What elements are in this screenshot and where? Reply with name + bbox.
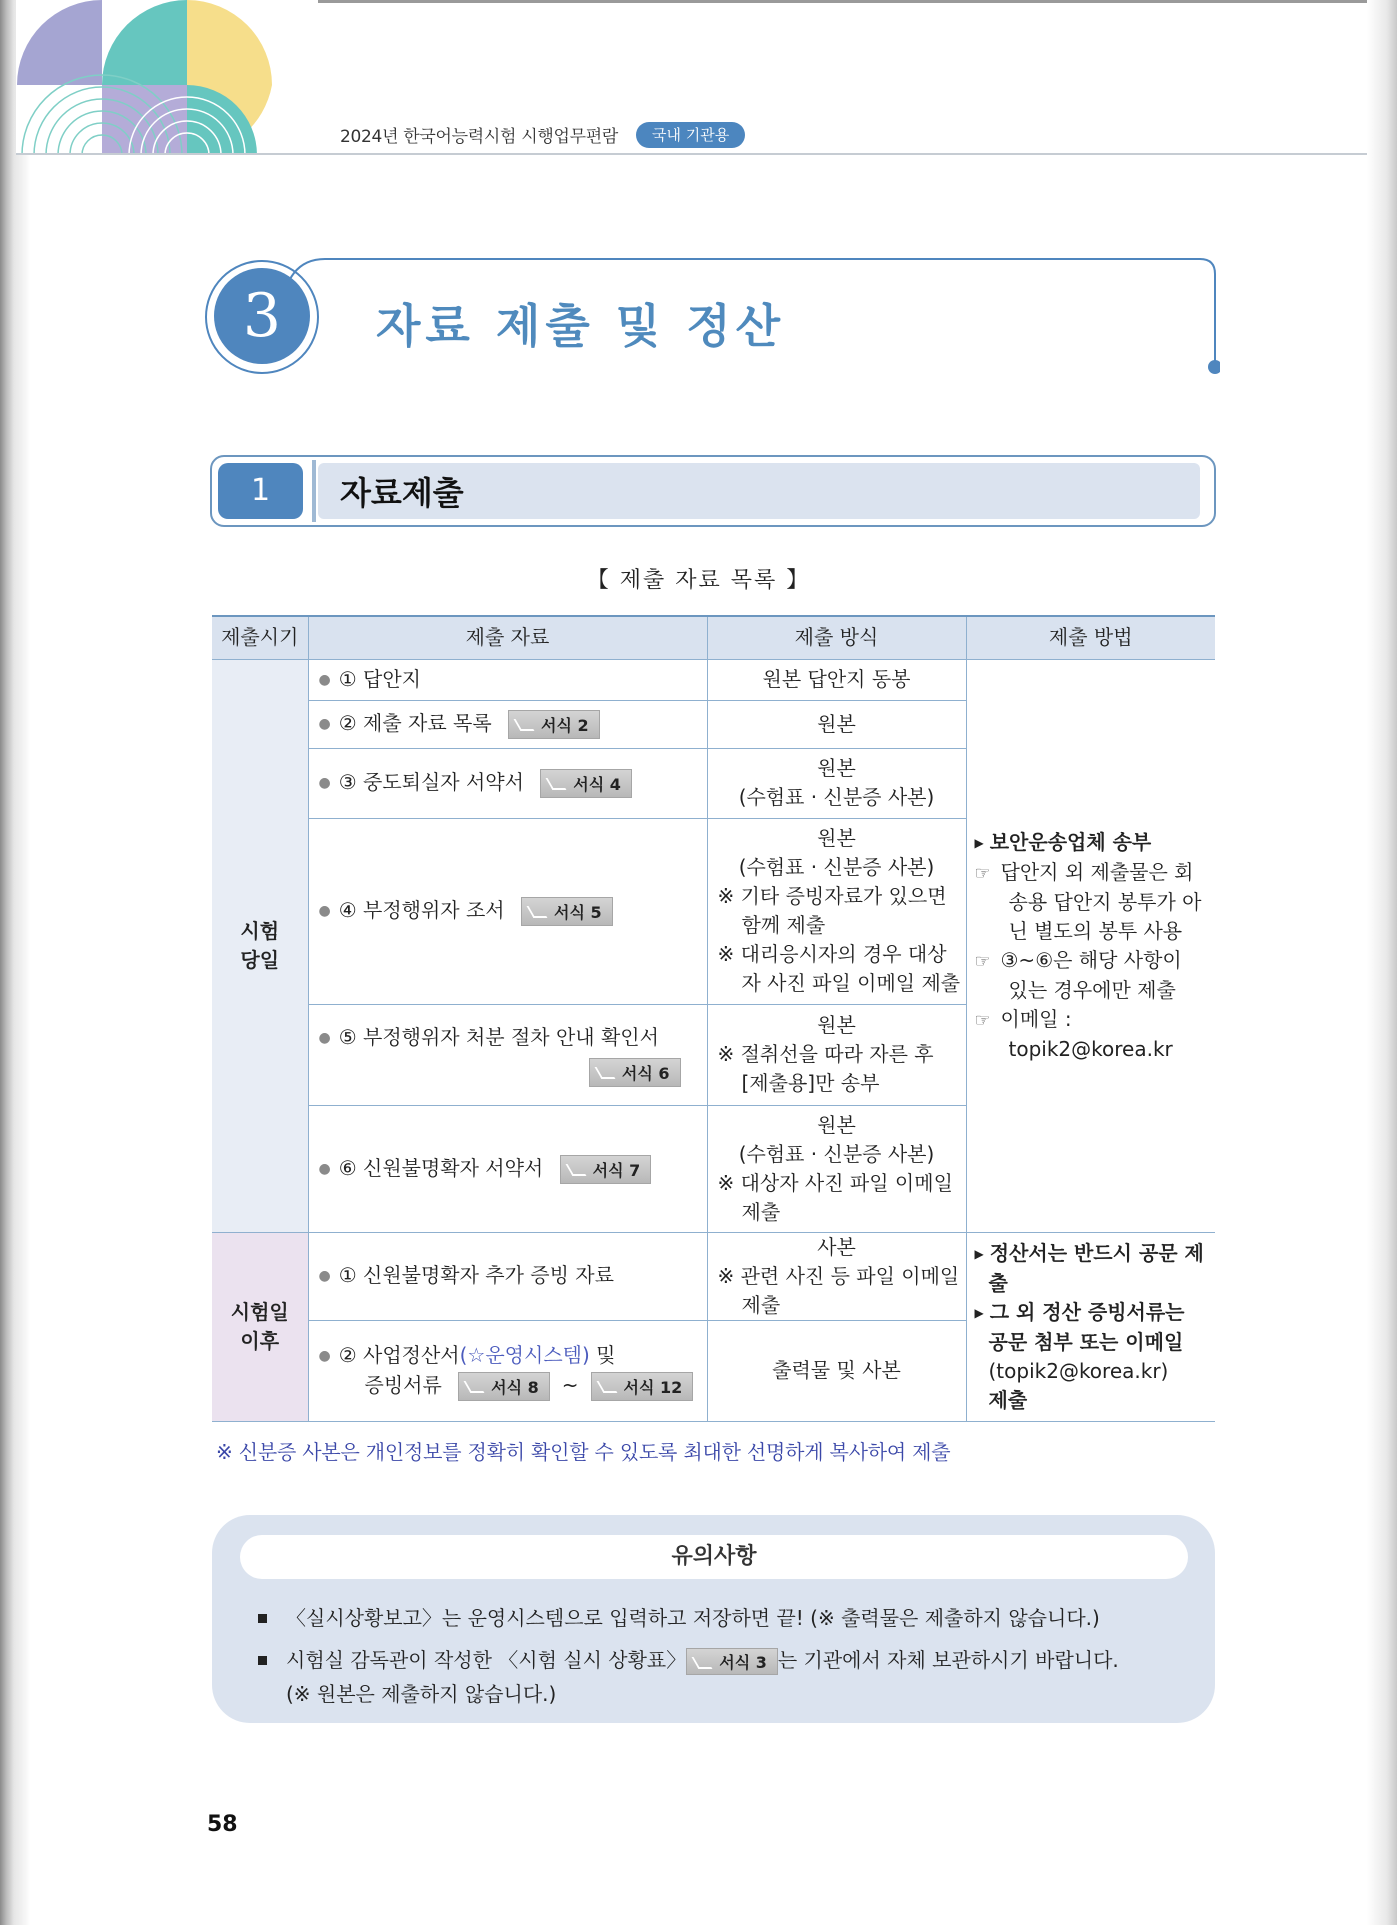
page-right-edge bbox=[1367, 0, 1397, 1925]
fold-icon bbox=[527, 906, 548, 918]
bullet-icon: ● bbox=[318, 1029, 331, 1046]
column-header: 제출시기 bbox=[212, 616, 308, 659]
page-left-edge bbox=[0, 0, 30, 1925]
item-cell bbox=[308, 748, 707, 818]
triangle-bullet-icon: ▶ bbox=[974, 1305, 984, 1320]
method-cell bbox=[707, 659, 966, 700]
square-bullet-icon bbox=[258, 1656, 267, 1665]
how-tail: 제출 bbox=[988, 1387, 1028, 1412]
how-item: ☞ ③~⑥은 해당 사항이 있는 경우에만 제출 bbox=[974, 947, 1182, 1002]
square-bullet-icon bbox=[258, 1614, 267, 1623]
table-row bbox=[212, 1232, 1215, 1320]
form-tag: 서식 5 bbox=[521, 897, 613, 926]
item-cell bbox=[308, 1004, 707, 1105]
method-cell bbox=[707, 818, 966, 1004]
item-cell bbox=[308, 700, 707, 748]
item-name: 답안지 bbox=[363, 666, 421, 691]
bullet-icon: ● bbox=[318, 671, 331, 688]
form-tag: 서식 2 bbox=[508, 710, 600, 739]
how-cell-after-exam bbox=[966, 1232, 1215, 1421]
item-name: 제출 자료 목록 bbox=[363, 711, 492, 735]
method-text: 원본 bbox=[817, 756, 856, 780]
bullet-icon: ● bbox=[318, 903, 331, 919]
fold-icon bbox=[565, 1164, 586, 1176]
method-text: 원본 bbox=[817, 1112, 856, 1137]
item-cell bbox=[308, 818, 707, 1004]
chapter-number: 3 bbox=[214, 268, 310, 364]
bullet-icon: ● bbox=[318, 1347, 331, 1364]
column-header: 제출 방식 bbox=[707, 616, 966, 659]
method-note: ※ 관련 사진 등 파일 이메일 제출 bbox=[717, 1263, 960, 1317]
how-cell-exam-day bbox=[966, 659, 1215, 1232]
item-name: 부정행위자 처분 절차 안내 확인서 bbox=[363, 1024, 659, 1049]
method-cell bbox=[707, 1105, 966, 1232]
time-label: 당일 bbox=[240, 947, 280, 972]
item-cell bbox=[308, 1232, 707, 1320]
method-cell bbox=[707, 1232, 966, 1320]
method-text: 원본 bbox=[817, 826, 856, 850]
item-number: ④ bbox=[338, 898, 357, 922]
form-tag: 서식 8 bbox=[458, 1372, 550, 1401]
submission-table bbox=[212, 615, 1215, 1422]
bullet-icon: ● bbox=[318, 716, 331, 732]
form-tag: 서식 3 bbox=[686, 1648, 778, 1675]
table-footnote: ※ 신분증 사본은 개인정보를 정확히 확인할 수 있도록 최대한 선명하게 복사하여 제출 bbox=[216, 1440, 951, 1464]
section-title: 자료제출 bbox=[340, 474, 464, 512]
header-title: 2024년 한국어능력시험 시행업무편람 bbox=[340, 127, 618, 147]
method-note: ※ 대리응시자의 경우 대상자 사진 파일 이메일 제출 bbox=[717, 942, 961, 995]
section-divider bbox=[312, 460, 316, 522]
method-cell bbox=[707, 748, 966, 818]
item-number: ② bbox=[338, 1342, 357, 1367]
triangle-bullet-icon: ▶ bbox=[974, 835, 984, 850]
fold-icon bbox=[514, 719, 535, 731]
table-row bbox=[212, 659, 1215, 700]
table-header-row bbox=[212, 616, 1215, 659]
method-text: 원본 bbox=[817, 1013, 856, 1037]
operation-system-link[interactable]: (☆운영시스템) bbox=[459, 1342, 590, 1367]
fold-icon bbox=[596, 1381, 617, 1393]
header-badge: 국내 기관용 bbox=[636, 122, 745, 148]
method-text: 원본 bbox=[817, 711, 856, 736]
bullet-icon: ● bbox=[318, 775, 331, 791]
email-address[interactable]: topik2@korea.kr bbox=[1008, 1036, 1173, 1061]
item-name: 증빙서류 bbox=[364, 1372, 442, 1397]
method-text: (수험표 · 신분증 사본) bbox=[738, 855, 935, 879]
time-cell-after-exam bbox=[212, 1232, 308, 1421]
fold-icon bbox=[594, 1067, 615, 1079]
item-number: ③ bbox=[338, 770, 357, 794]
how-heading: ▶ 정산서는 반드시 공문 제출 bbox=[974, 1240, 1204, 1295]
item-number: ⑤ bbox=[338, 1024, 357, 1049]
item-number: ⑥ bbox=[338, 1155, 357, 1180]
method-text: 원본 답안지 동봉 bbox=[762, 667, 911, 691]
item-cell bbox=[308, 659, 707, 700]
form-tag: 서식 12 bbox=[591, 1372, 694, 1401]
triangle-bullet-icon: ▶ bbox=[974, 1246, 984, 1261]
item-cell bbox=[308, 1105, 707, 1232]
item-cell bbox=[308, 1320, 707, 1421]
method-text: 사본 bbox=[817, 1234, 856, 1259]
time-label: 이후 bbox=[240, 1328, 280, 1353]
item-number: ② bbox=[338, 711, 357, 735]
method-note: ※ 대상자 사진 파일 이메일 제출 bbox=[717, 1170, 953, 1224]
header-decoration-graphic bbox=[16, 0, 318, 155]
fold-icon bbox=[464, 1381, 485, 1393]
item-name: 중도퇴실자 서약서 bbox=[363, 770, 524, 794]
range-tilde: ~ bbox=[561, 1372, 579, 1397]
time-cell-exam-day bbox=[212, 659, 308, 1232]
notice-list bbox=[258, 1597, 1198, 1715]
method-cell bbox=[707, 1004, 966, 1105]
page-number: 58 bbox=[207, 1812, 238, 1837]
method-text: 출력물 및 사본 bbox=[772, 1358, 901, 1382]
method-text: (수험표 · 신분증 사본) bbox=[738, 785, 935, 809]
item-number: ① bbox=[338, 666, 357, 691]
item-name: 및 bbox=[596, 1342, 616, 1367]
section-number: 1 bbox=[218, 463, 303, 519]
bullet-icon: ● bbox=[318, 1160, 331, 1177]
form-tag: 서식 6 bbox=[589, 1058, 681, 1087]
form-tag: 서식 4 bbox=[540, 769, 632, 798]
method-cell bbox=[707, 700, 966, 748]
table-caption: 【 제출 자료 목록 】 bbox=[586, 568, 811, 593]
notice-title: 유의사항 bbox=[240, 1535, 1188, 1579]
how-item: ☞ 이메일 : bbox=[975, 1005, 1208, 1035]
how-item: ☞ 답안지 외 제출물은 회송용 답안지 봉투가 아닌 별도의 봉투 사용 bbox=[974, 859, 1202, 943]
fold-icon bbox=[546, 778, 567, 790]
item-name: 부정행위자 조서 bbox=[363, 898, 505, 922]
method-text: (수험표 · 신분증 사본) bbox=[738, 1141, 935, 1166]
method-note: ※ 기타 증빙자료가 있으면 함께 제출 bbox=[717, 884, 947, 937]
notice-item: 시험실 감독관이 작성한 〈시험 실시 상황표〉 서식 3 는 기관에서 자체 보관하시기 바랍니다. (※ 원본은 제출하지 않습니다.) bbox=[258, 1639, 1198, 1715]
method-note: ※ 절취선을 따라 자른 후 [제출용]만 송부 bbox=[717, 1042, 934, 1095]
chapter-title: 자료 제출 및 정산 bbox=[376, 299, 786, 353]
time-label: 시험일 bbox=[230, 1299, 289, 1324]
email-address[interactable]: (topik2@korea.kr) bbox=[988, 1358, 1169, 1383]
fold-icon bbox=[692, 1657, 713, 1669]
pointing-hand-icon: ☞ bbox=[974, 1009, 991, 1031]
column-header: 제출 방법 bbox=[966, 616, 1215, 659]
item-name: 신원불명확자 추가 증빙 자료 bbox=[363, 1263, 614, 1287]
bullet-icon: ● bbox=[318, 1268, 331, 1284]
form-tag: 서식 7 bbox=[560, 1155, 652, 1184]
column-header: 제출 자료 bbox=[308, 616, 707, 659]
notice-item: 〈실시상황보고〉는 운영시스템으로 입력하고 저장하면 끝! (※ 출력물은 제출하지 않습니다.) bbox=[258, 1597, 1198, 1639]
how-heading: ▶ 보안운송업체 송부 bbox=[974, 829, 1152, 854]
pointing-hand-icon: ☞ bbox=[974, 950, 991, 972]
method-cell bbox=[707, 1320, 966, 1421]
header-rule bbox=[16, 153, 1367, 155]
item-name: 신원불명확자 서약서 bbox=[363, 1155, 544, 1180]
time-label: 시험 bbox=[240, 918, 280, 943]
pointing-hand-icon: ☞ bbox=[974, 862, 991, 884]
item-name: 사업정산서 bbox=[363, 1342, 460, 1367]
how-heading: ▶ 그 외 정산 증빙서류는 공문 첨부 또는 이메일 bbox=[974, 1299, 1185, 1354]
item-number: ① bbox=[338, 1263, 357, 1287]
